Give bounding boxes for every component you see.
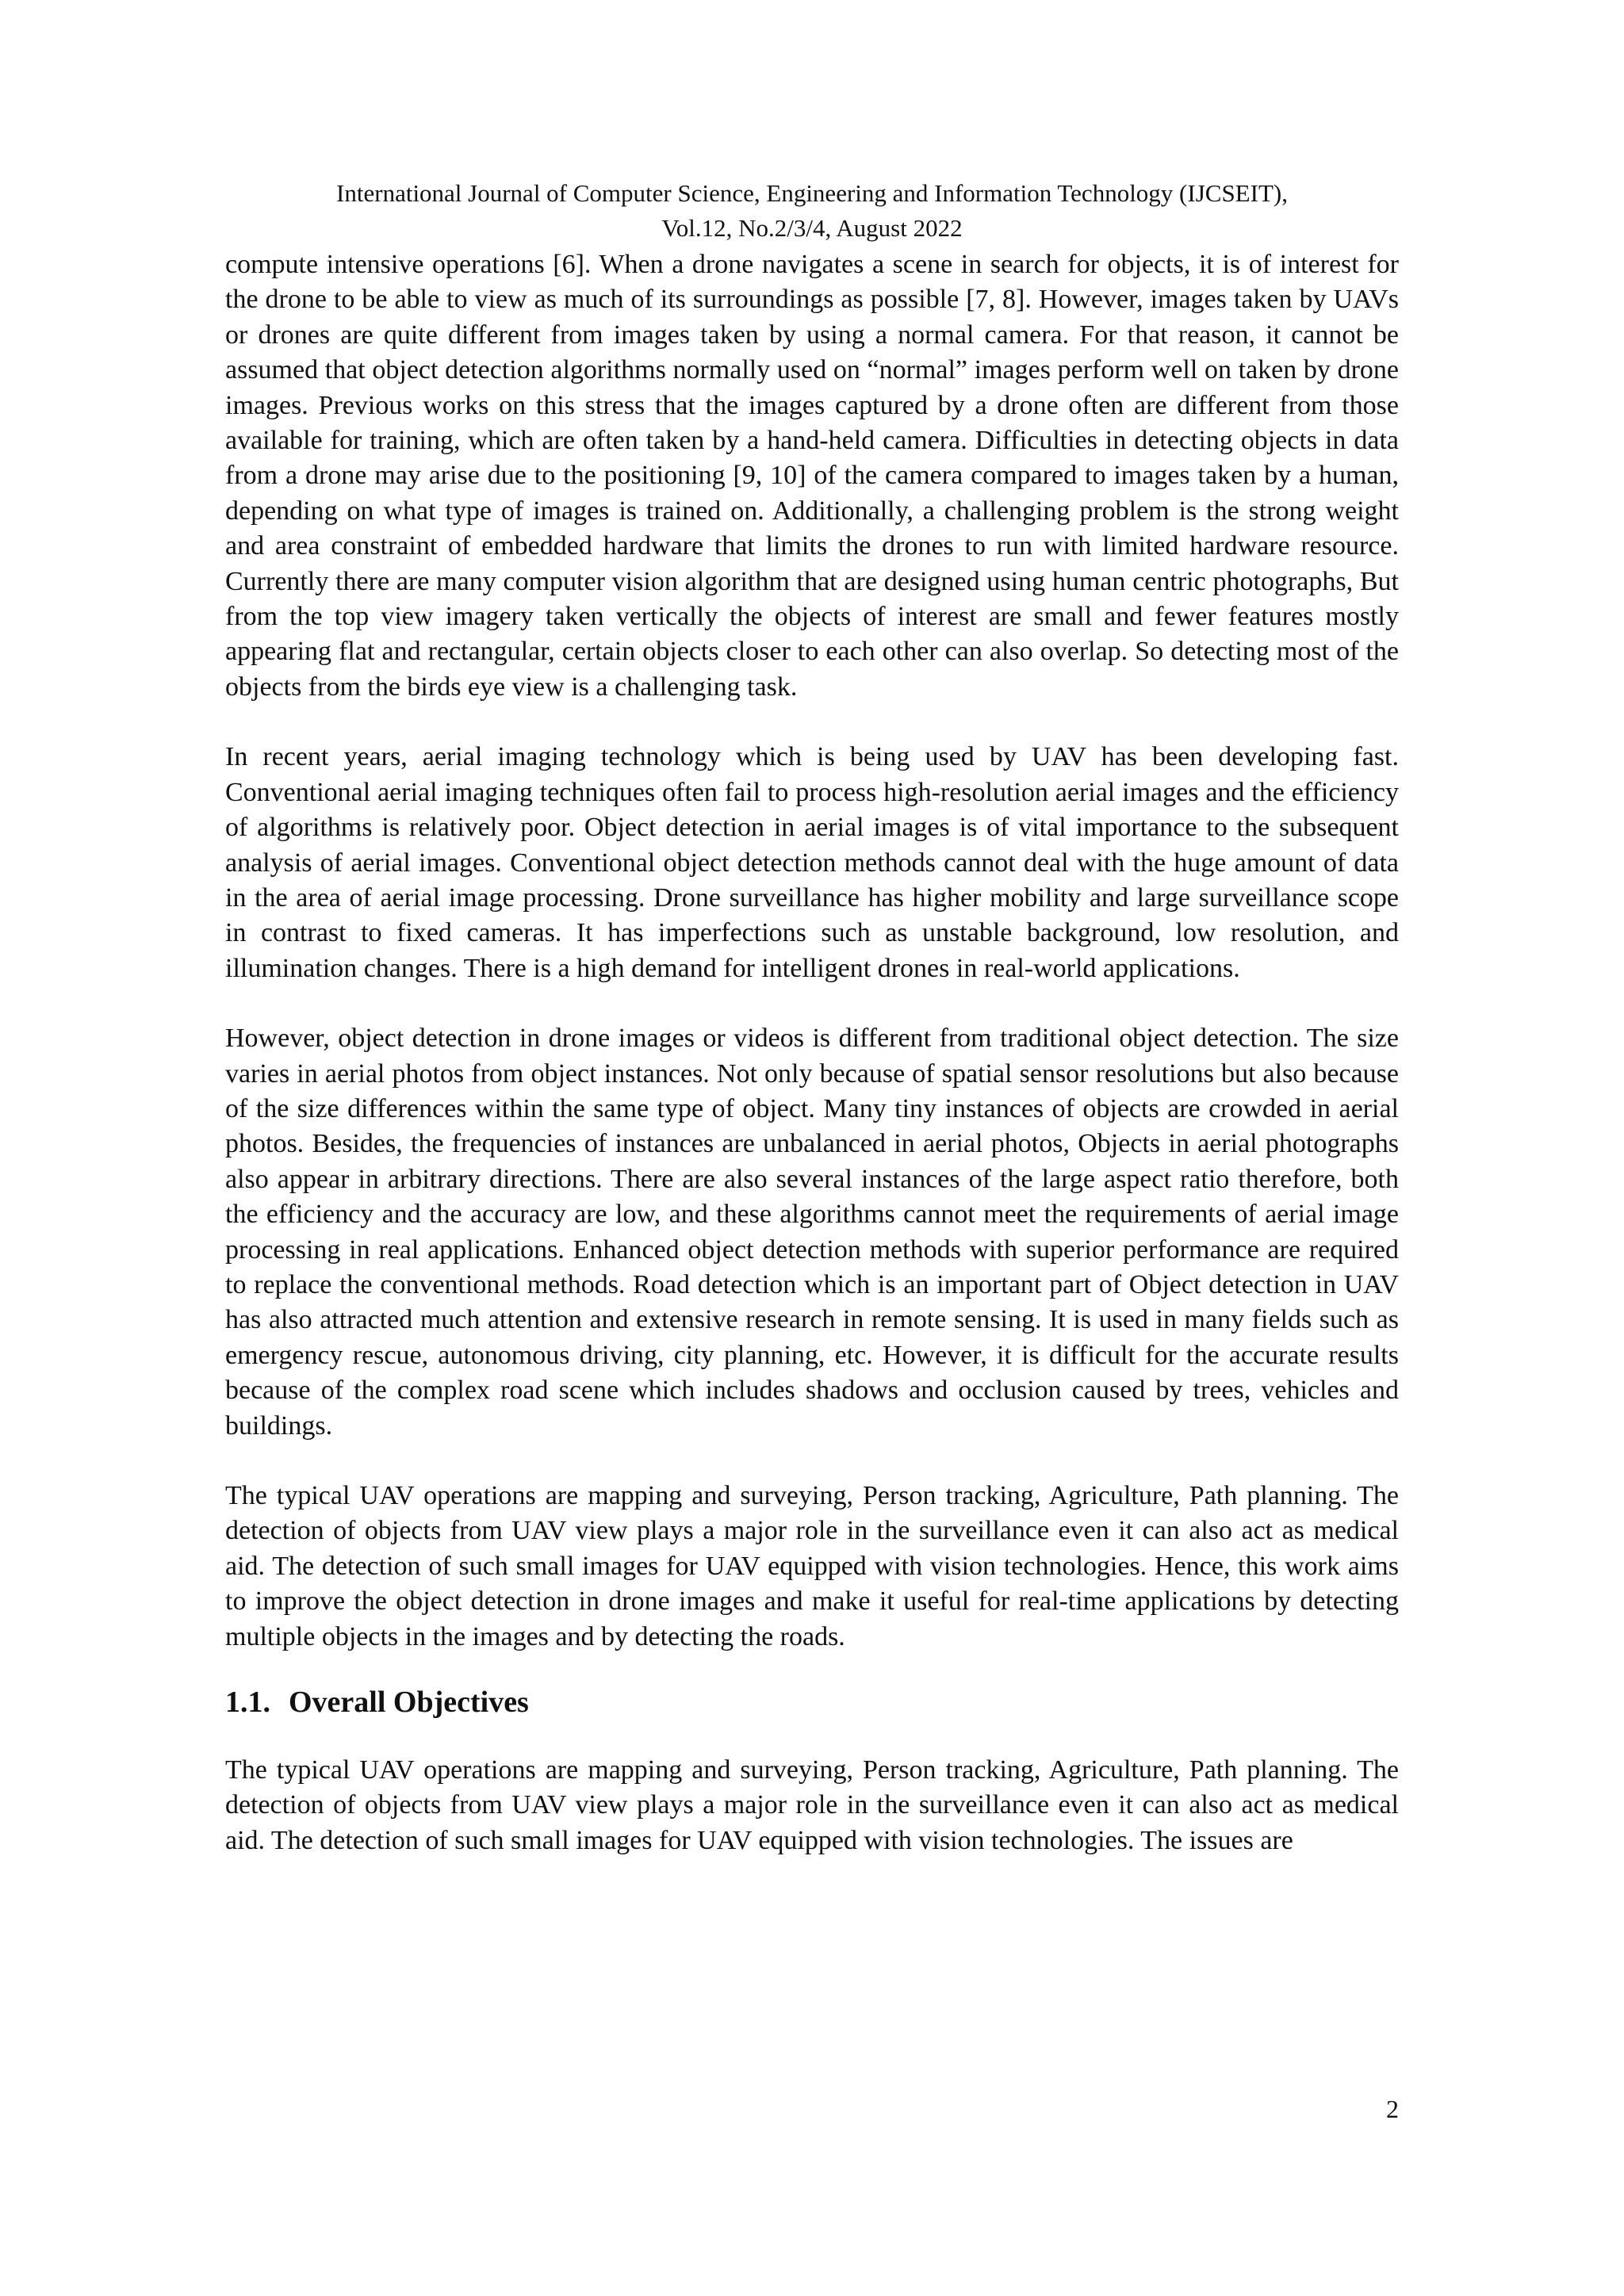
paragraph-object-detection: However, object detection in drone images or videos is different from traditional object detection. The size varies in aerial photos from object instances. Not only because of spatial sensor resolutions but also because of the size differences within the same type of object. Many tiny instances of objects are crowded in aerial photos. Besides, the frequencies of instances are unbalanced in aerial photos, Objects in aerial photographs also appear in arbitrary directions. There are also several instances of the large aspect ratio therefore, both the efficiency and the accuracy are low, and these algorithms cannot meet the requirements of aerial image processing in real applications. Enhanced object detection methods with superior performance are required to replace the conventional methods. Road detection which is an important part of Object detection in UAV has also attracted much attention and extensive research in remote sensing. It is used in many fields such as emergency rescue, autonomous driving, city planning, etc. However, it is difficult for the accurate results because of the complex road scene which includes shadows and occlusion caused by trees, vehicles and buildings. <box>225 1024 1399 1441</box>
section-title: Overall Objectives <box>289 1686 529 1720</box>
body-text <box>225 247 1399 1893</box>
journal-title-line: International Journal of Computer Science, Engineering and Information Technology (IJCSEIT), <box>336 179 1288 207</box>
page-number: 2 <box>1386 2095 1399 2123</box>
paragraph-objectives: The typical UAV operations are mapping and surveying, Person tracking, Agriculture, Path planning. The detection of objects from UAV view plays a major role in the surveillance even it can also act as medical aid. The detection of such small images for UAV equipped with vision technologies. The issues are <box>225 1755 1399 1855</box>
paragraph-aerial-imaging: In recent years, aerial imaging technology which is being used by UAV has been developing fast. Conventional aerial imaging techniques often fail to process high-resolution aerial images and the efficiency of algorithms is relatively poor. Object detection in aerial images is of vital importance to the subsequent analysis of aerial images. Conventional object detection methods cannot deal with the huge amount of data in the area of aerial image processing. Drone surveillance has higher mobility and large surveillance scope in contrast to fixed cameras. It has imperfections such as unstable background, low resolution, and illumination changes. There is a high demand for intelligent drones in real-world applications. <box>225 742 1399 983</box>
section-heading <box>225 1683 1399 1721</box>
section-number: 1.1. <box>225 1686 270 1720</box>
journal-volume-line: Vol.12, No.2/3/4, August 2022 <box>661 214 963 242</box>
paragraph-drone-imagery: compute intensive operations [6]. When a drone navigates a scene in search for objects, it is of interest for the drone to be able to view as much of its surroundings as possible [7, 8]. However, images taken by UAVs or drones are quite different from images taken by using a normal camera. For that reason, it cannot be assumed that object detection algorithms normally used on “normal” images perform well on taken by drone images. Previous works on this stress that the images captured by a drone often are different from those available for training, which are often taken by a hand-held camera. Difficulties in detecting objects in data from a drone may arise due to the positioning [9, 10] of the camera compared to images taken by a human, depending on what type of images is trained on. Additionally, a challenging problem is the strong weight and area constraint of embedded hardware that limits the drones to run with limited hardware resource. Currently there are many computer vision algorithm that are designed using human centric photographs, But from the top view imagery taken vertically the objects of interest are small and fewer features mostly appearing flat and rectangular, certain objects closer to each other can also overlap. So detecting most of the objects from the birds eye view is a challenging task. <box>225 250 1399 702</box>
journal-header <box>225 176 1399 246</box>
paragraph-uav-operations: The typical UAV operations are mapping and surveying, Person tracking, Agriculture, Path planning. The detection of objects from UAV view plays a major role in the surveillance even it can also act as medical aid. The detection of such small images for UAV equipped with vision technologies. Hence, this work aims to improve the object detection in drone images and make it useful for real-time applications by detecting multiple objects in the images and by detecting the roads. <box>225 1481 1399 1651</box>
